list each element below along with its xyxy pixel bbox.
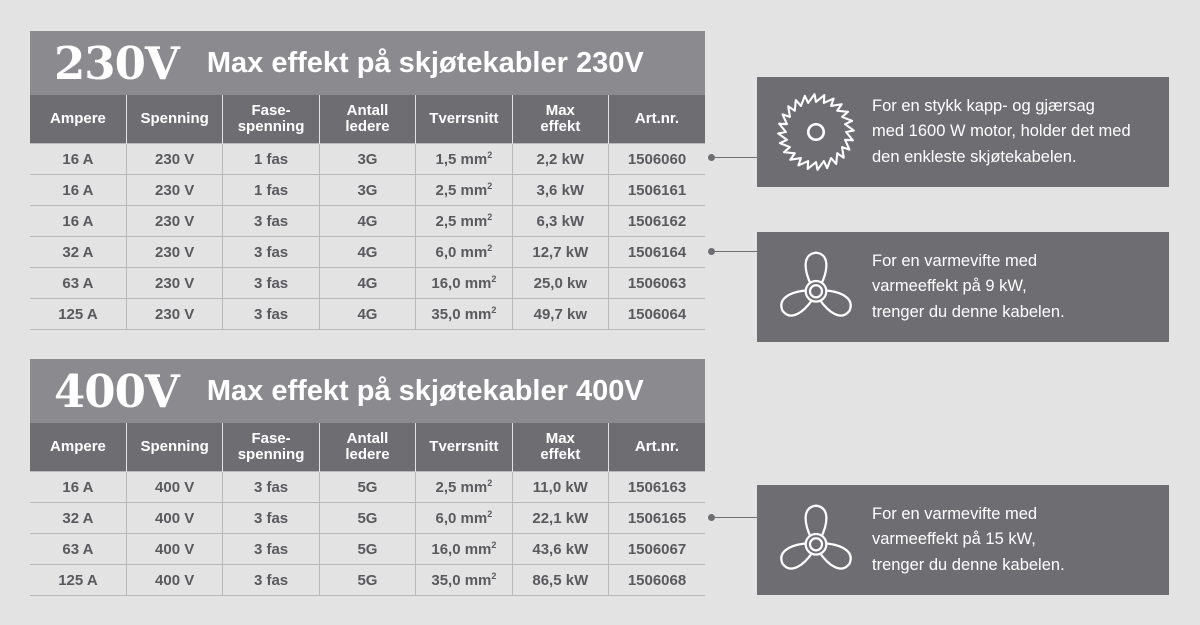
section-title-bar	[30, 359, 705, 423]
column-header-artnr: Art.nr.	[609, 423, 705, 472]
artnr-cell	[609, 268, 705, 299]
cell-value: 3 fas	[253, 274, 289, 292]
column-header-ledere: Antall ledere	[319, 423, 415, 472]
cell-value: 230 V	[155, 181, 195, 199]
ledere-cell	[319, 503, 415, 534]
cell-value: 230 V	[155, 274, 195, 292]
unit-superscript: 2	[487, 508, 493, 519]
spenning-cell	[126, 206, 222, 237]
callout-text: For en varmevifte med varmeeffekt på 15 kW, trenger du denne kabelen.	[872, 504, 1065, 574]
table-row	[30, 534, 705, 565]
effekt-cell	[512, 299, 608, 330]
column-header-tverrsnitt: Tverrsnitt	[416, 95, 512, 144]
cell-value: 230 V	[155, 305, 195, 323]
cell-value: 16 A	[62, 181, 94, 199]
cell-value: 16,0 mm	[431, 274, 492, 292]
fase-cell	[223, 206, 319, 237]
header-row	[30, 95, 705, 144]
table-row	[30, 472, 705, 503]
ledere-cell	[319, 144, 415, 175]
tverrsnitt-cell	[416, 299, 512, 330]
cell-value: 16 A	[62, 478, 94, 496]
cell-value: 63 A	[62, 540, 94, 558]
cell-value: 2,5 mm	[435, 212, 488, 230]
cell-value: 1506068	[627, 571, 687, 589]
column-header-artnr: Art.nr.	[609, 95, 705, 144]
cell-value: 22,1 kW	[532, 509, 589, 527]
tverrsnitt-cell	[416, 144, 512, 175]
connector-line	[711, 251, 757, 252]
cell-value: 1506163	[627, 478, 687, 496]
ampere-cell	[30, 268, 126, 299]
cell-value: 16,0 mm	[431, 540, 492, 558]
cell-value: 125 A	[58, 305, 98, 323]
cell-value: 2,5 mm	[435, 181, 488, 199]
column-header-ampere: Ampere	[30, 95, 126, 144]
column-header-spenning: Spenning	[126, 95, 222, 144]
ampere-cell	[30, 237, 126, 268]
ampere-cell	[30, 472, 126, 503]
cell-value: 1506060	[627, 150, 687, 168]
connector-line	[711, 157, 757, 158]
cell-value: 400 V	[155, 571, 195, 589]
fase-cell	[223, 565, 319, 596]
artnr-cell	[609, 175, 705, 206]
spenning-cell	[126, 299, 222, 330]
cell-value: 32 A	[62, 243, 94, 261]
spenning-cell	[126, 144, 222, 175]
spenning-cell	[126, 503, 222, 534]
cell-value: 1506164	[627, 243, 687, 261]
effekt-cell	[512, 144, 608, 175]
tverrsnitt-cell	[416, 237, 512, 268]
section-title-bar	[30, 31, 705, 95]
column-header-tverrsnitt: Tverrsnitt	[416, 423, 512, 472]
ampere-cell	[30, 175, 126, 206]
cell-value: 2,5 mm	[435, 478, 488, 496]
cell-value: 16 A	[62, 212, 94, 230]
column-header-fase: Fase- spenning	[223, 95, 319, 144]
cell-value: 3,6 kW	[536, 181, 585, 199]
unit-superscript: 2	[487, 477, 493, 488]
cell-value: 32 A	[62, 509, 94, 527]
ledere-cell	[319, 175, 415, 206]
cell-value: 4G	[357, 212, 378, 230]
callout-fan-15kw	[757, 485, 1169, 595]
effekt-cell	[512, 565, 608, 596]
column-header-ledere: Antall ledere	[319, 95, 415, 144]
cell-value: 3 fas	[253, 212, 289, 230]
cell-value: 1 fas	[253, 181, 289, 199]
artnr-cell	[609, 472, 705, 503]
tverrsnitt-cell	[416, 472, 512, 503]
cell-value: 1506064	[627, 305, 687, 323]
cell-value: 1506165	[627, 509, 687, 527]
header-row	[30, 423, 705, 472]
voltage-label: 230V	[54, 36, 179, 90]
section-title: Max effekt på skjøtekabler 230V	[206, 46, 644, 79]
ampere-cell	[30, 565, 126, 596]
spenning-cell	[126, 472, 222, 503]
unit-superscript: 2	[487, 180, 493, 191]
cell-value: 3 fas	[253, 509, 289, 527]
unit-superscript: 2	[487, 211, 493, 222]
ledere-cell	[319, 299, 415, 330]
cell-value: 86,5 kW	[532, 571, 589, 589]
cell-value: 3 fas	[253, 540, 289, 558]
table-section-230v	[30, 31, 705, 330]
unit-superscript: 2	[491, 273, 497, 284]
table-row	[30, 268, 705, 299]
ampere-cell	[30, 534, 126, 565]
spenning-cell	[126, 534, 222, 565]
cell-value: 230 V	[155, 212, 195, 230]
table-row	[30, 175, 705, 206]
effekt-cell	[512, 472, 608, 503]
ampere-cell	[30, 503, 126, 534]
ampere-cell	[30, 299, 126, 330]
cell-value: 43,6 kW	[532, 540, 589, 558]
cell-value: 35,0 mm	[431, 571, 492, 589]
saw-blade-icon	[773, 89, 859, 175]
fase-cell	[223, 175, 319, 206]
fase-cell	[223, 268, 319, 299]
cell-value: 4G	[357, 274, 378, 292]
effekt-cell	[512, 503, 608, 534]
tverrsnitt-cell	[416, 565, 512, 596]
cell-value: 1 fas	[253, 150, 289, 168]
cell-value: 5G	[357, 540, 378, 558]
cell-value: 1506063	[627, 274, 687, 292]
tverrsnitt-cell	[416, 175, 512, 206]
cell-value: 11,0 kW	[532, 478, 588, 496]
unit-superscript: 2	[491, 539, 497, 550]
unit-superscript: 2	[491, 304, 497, 315]
artnr-cell	[609, 206, 705, 237]
table-row	[30, 565, 705, 596]
spenning-cell	[126, 268, 222, 299]
callout-saw	[757, 77, 1169, 187]
table-row	[30, 206, 705, 237]
artnr-cell	[609, 144, 705, 175]
effekt-cell	[512, 534, 608, 565]
column-header-spenning: Spenning	[126, 423, 222, 472]
ampere-cell	[30, 144, 126, 175]
artnr-cell	[609, 565, 705, 596]
column-header-ampere: Ampere	[30, 423, 126, 472]
artnr-cell	[609, 503, 705, 534]
callout-text: For en varmevifte med varmeeffekt på 9 kW, trenger du denne kabelen.	[872, 251, 1065, 321]
cell-value: 3 fas	[253, 571, 289, 589]
ampere-cell	[30, 206, 126, 237]
artnr-cell	[609, 237, 705, 268]
table-row	[30, 144, 705, 175]
cell-value: 5G	[357, 478, 378, 496]
spenning-cell	[126, 175, 222, 206]
column-header-effekt: Max effekt	[512, 95, 608, 144]
unit-superscript: 2	[491, 570, 497, 581]
cell-value: 3G	[357, 150, 378, 168]
fase-cell	[223, 144, 319, 175]
cable-table-400v	[30, 423, 705, 596]
cell-value: 16 A	[62, 150, 94, 168]
effekt-cell	[512, 206, 608, 237]
effekt-cell	[512, 268, 608, 299]
fase-cell	[223, 472, 319, 503]
cell-value: 3G	[357, 181, 378, 199]
cell-value: 1506161	[627, 181, 687, 199]
cell-value: 230 V	[155, 150, 195, 168]
fase-cell	[223, 503, 319, 534]
tverrsnitt-cell	[416, 503, 512, 534]
fase-cell	[223, 237, 319, 268]
effekt-cell	[512, 237, 608, 268]
ledere-cell	[319, 206, 415, 237]
cell-value: 6,0 mm	[435, 243, 488, 261]
cell-value: 400 V	[155, 509, 195, 527]
tverrsnitt-cell	[416, 534, 512, 565]
fase-cell	[223, 299, 319, 330]
cell-value: 400 V	[155, 478, 195, 496]
cell-value: 3 fas	[253, 305, 289, 323]
column-header-fase: Fase- spenning	[223, 423, 319, 472]
cell-value: 125 A	[58, 571, 98, 589]
cell-value: 5G	[357, 571, 378, 589]
cell-value: 25,0 kw	[533, 274, 587, 292]
fase-cell	[223, 534, 319, 565]
unit-superscript: 2	[487, 242, 493, 253]
cell-value: 1,5 mm	[435, 150, 488, 168]
cell-value: 400 V	[155, 540, 195, 558]
table-section-400v	[30, 359, 705, 596]
cell-value: 6,0 mm	[435, 509, 488, 527]
cell-value: 4G	[357, 305, 378, 323]
cell-value: 3 fas	[253, 243, 289, 261]
cell-value: 1506162	[627, 212, 687, 230]
ledere-cell	[319, 472, 415, 503]
cell-value: 49,7 kw	[533, 305, 587, 323]
tverrsnitt-cell	[416, 206, 512, 237]
fan-icon	[773, 244, 859, 330]
column-header-effekt: Max effekt	[512, 423, 608, 472]
cell-value: 12,7 kW	[532, 243, 589, 261]
cell-value: 1506067	[627, 540, 687, 558]
table-row	[30, 299, 705, 330]
artnr-cell	[609, 534, 705, 565]
artnr-cell	[609, 299, 705, 330]
section-title: Max effekt på skjøtekabler 400V	[206, 374, 644, 407]
table-row	[30, 503, 705, 534]
effekt-cell	[512, 175, 608, 206]
ledere-cell	[319, 237, 415, 268]
ledere-cell	[319, 565, 415, 596]
cell-value: 5G	[357, 509, 378, 527]
table-row	[30, 237, 705, 268]
cell-value: 230 V	[155, 243, 195, 261]
ledere-cell	[319, 534, 415, 565]
cell-value: 2,2 kW	[536, 150, 585, 168]
connector-line	[711, 517, 757, 518]
fan-icon	[773, 497, 859, 583]
callout-fan-9kw	[757, 232, 1169, 342]
spenning-cell	[126, 237, 222, 268]
tverrsnitt-cell	[416, 268, 512, 299]
cell-value: 35,0 mm	[431, 305, 492, 323]
spenning-cell	[126, 565, 222, 596]
cell-value: 6,3 kW	[536, 212, 585, 230]
cable-table-230v	[30, 95, 705, 330]
cell-value: 3 fas	[253, 478, 289, 496]
cell-value: 4G	[357, 243, 378, 261]
unit-superscript: 2	[487, 149, 493, 160]
cell-value: 63 A	[62, 274, 94, 292]
voltage-label: 400V	[54, 364, 179, 418]
ledere-cell	[319, 268, 415, 299]
callout-text: For en stykk kapp- og gjærsag med 1600 W motor, holder det med den enkleste skjøtekabelen.	[872, 96, 1131, 166]
